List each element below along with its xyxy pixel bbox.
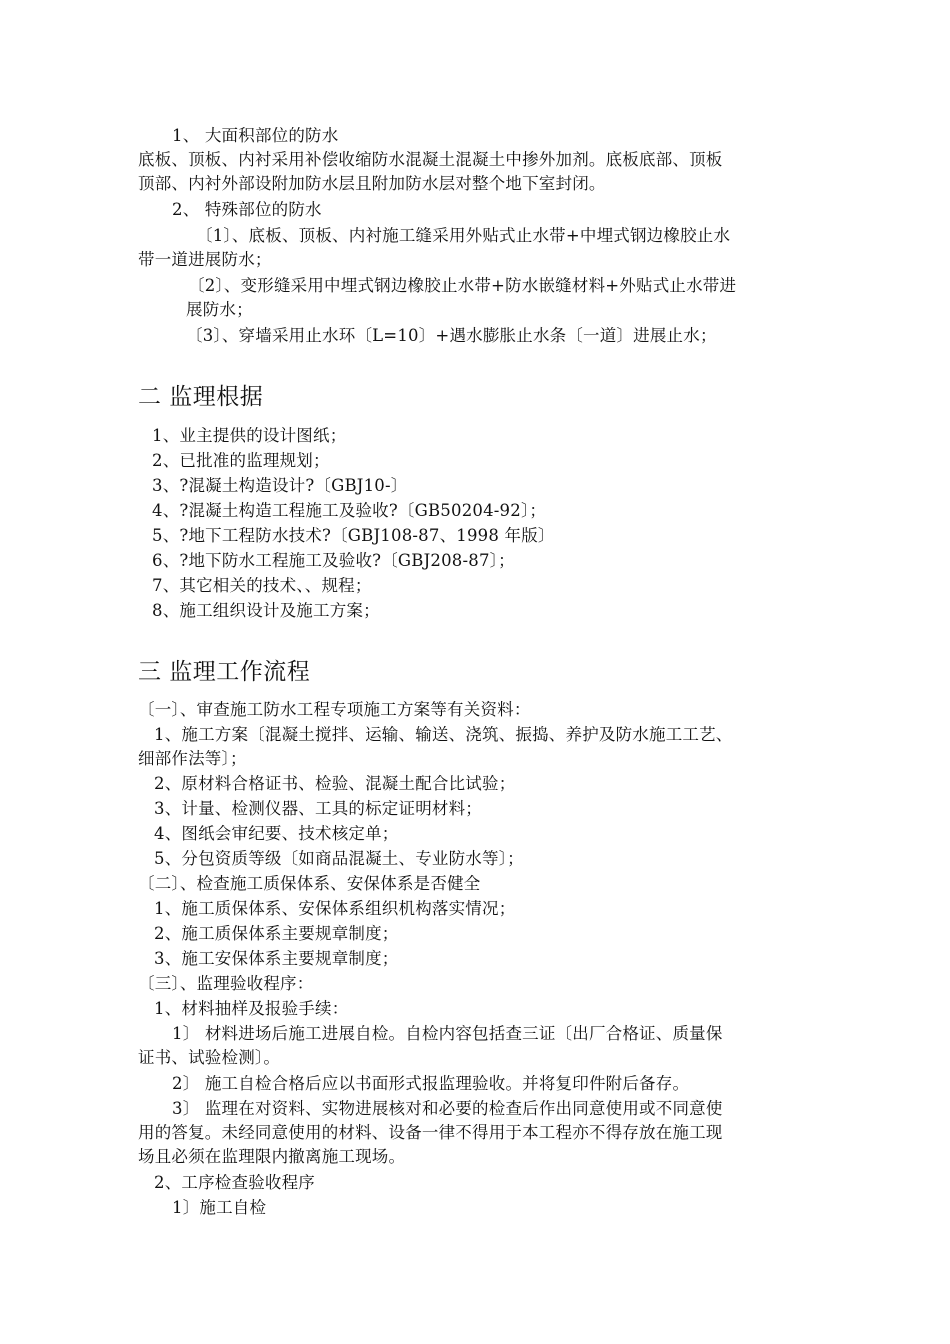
procedure-2: 2〕 施工自检合格后应以书面形式报监理验收。并将复印件附后备存。 bbox=[172, 1074, 690, 1093]
procedure-1-line1: 1〕 材料进场后施工进展自检。自检内容包括查三证〔出厂合格证、质量保 bbox=[172, 1024, 723, 1043]
part3-title: 〔三〕、监理验收程序： bbox=[138, 974, 314, 993]
part3-item-1: 1、材料抽样及报验手续： bbox=[154, 999, 349, 1018]
part2-title: 〔二〕、检查施工质保体系、安保体系是否健全 bbox=[138, 874, 481, 893]
basis-item-5: 5、?地下工程防水技术?〔GBJ108-87、1998 年版〕 bbox=[152, 526, 555, 545]
part3-item-2-sub1: 1〕施工自检 bbox=[172, 1198, 267, 1217]
procedure-3-line1: 3〕 监理在对资料、实物进展核对和必要的检查后作出同意使用或不同意使 bbox=[172, 1099, 723, 1118]
item1-body-line1: 底板、顶板、内衬采用补偿收缩防水混凝土混凝土中掺外加剂。底板底部、顶板 bbox=[138, 150, 723, 169]
sub2-line1: 〔2〕、变形缝采用中埋式钢边橡胶止水带+防水嵌缝材料+外贴式止水带进 bbox=[188, 276, 737, 295]
section2-heading: 二 监理根据 bbox=[138, 384, 264, 410]
section3-heading: 三 监理工作流程 bbox=[138, 659, 311, 685]
item1-body-line2: 顶部、内衬外部设附加防水层且附加防水层对整个地下室封闭。 bbox=[138, 174, 606, 193]
part3-item-2: 2、工序检查验收程序 bbox=[154, 1173, 315, 1192]
sub2-line2: 展防水； bbox=[186, 300, 253, 319]
part1-item-3: 3、计量、检测仪器、工具的标定证明材料； bbox=[154, 799, 482, 818]
part2-item-1: 1、施工质保体系、安保体系组织机构落实情况； bbox=[154, 899, 516, 918]
sub1-line2: 带一道进展防水； bbox=[138, 250, 272, 269]
part2-item-3: 3、施工安保体系主要规章制度； bbox=[154, 949, 399, 968]
sub3-line: 〔3〕、穿墙采用止水环〔L=10〕+遇水膨胀止水条〔一道〕进展止水； bbox=[186, 326, 717, 345]
basis-item-7: 7、其它相关的技术、、规程； bbox=[152, 576, 372, 595]
item1-title: 1、 大面积部位的防水 bbox=[172, 126, 339, 145]
part1-item-5: 5、分包资质等级〔如商品混凝土、专业防水等〕； bbox=[154, 849, 524, 868]
basis-item-4: 4、?混凝土构造工程施工及验收?〔GB50204-92〕； bbox=[152, 501, 547, 520]
basis-item-8: 8、施工组织设计及施工方案； bbox=[152, 601, 380, 620]
part1-title: 〔一〕、审查施工防水工程专项施工方案等有关资料： bbox=[138, 700, 531, 719]
part1-item1-line2: 细部作法等〕； bbox=[138, 749, 247, 768]
item2-title: 2、 特殊部位的防水 bbox=[172, 200, 322, 219]
basis-item-6: 6、?地下防水工程施工及验收?〔GBJ208-87〕； bbox=[152, 551, 515, 570]
basis-item-1: 1、业主提供的设计图纸； bbox=[152, 426, 347, 445]
part2-item-2: 2、施工质保体系主要规章制度； bbox=[154, 924, 399, 943]
sub1-line1: 〔1〕、底板、顶板、内衬施工缝采用外贴式止水带+中埋式钢边橡胶止水 bbox=[196, 226, 731, 245]
procedure-3-line2: 用的答复。未经同意使用的材料、设备一律不得用于本工程亦不得存放在施工现 bbox=[138, 1123, 723, 1142]
part1-item-2: 2、原材料合格证书、检验、混凝土配合比试验； bbox=[154, 774, 516, 793]
procedure-3-line3: 场且必须在监理限内撤离施工现场。 bbox=[138, 1147, 406, 1166]
part1-item1-line1: 1、施工方案〔混凝土搅拌、运输、输送、浇筑、振捣、养护及防水施工工艺、 bbox=[154, 725, 733, 744]
part1-item-4: 4、图纸会审纪要、技术核定单； bbox=[154, 824, 399, 843]
basis-item-2: 2、已批准的监理规划； bbox=[152, 451, 330, 470]
basis-item-3: 3、?混凝土构造设计?〔GBJ10-〕 bbox=[152, 476, 408, 495]
procedure-1-line2: 证书、试验检测〕。 bbox=[138, 1048, 281, 1067]
